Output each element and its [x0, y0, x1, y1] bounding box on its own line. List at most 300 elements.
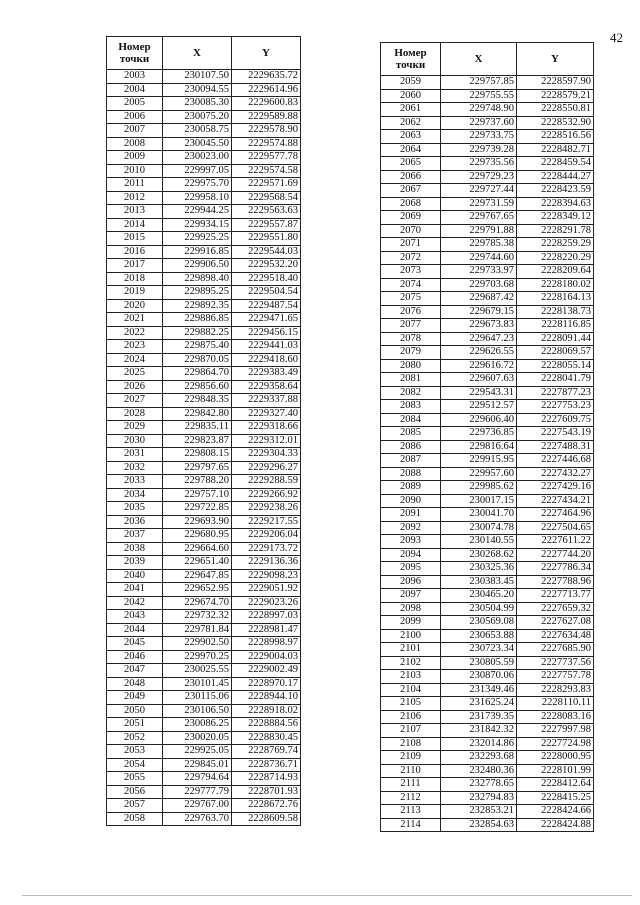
table-row — [381, 170, 594, 184]
y-coordinate-cell: 2227627.08 — [517, 616, 594, 630]
point-number-cell: 2092 — [381, 521, 441, 535]
point-number-cell: 2003 — [107, 70, 163, 84]
y-coordinate-cell: 2229337.88 — [232, 394, 301, 408]
point-number-cell: 2080 — [381, 359, 441, 373]
point-number-cell: 2048 — [107, 677, 163, 691]
table-row — [381, 481, 594, 495]
y-coordinate-cell: 2227634.48 — [517, 629, 594, 643]
point-number-cell: 2032 — [107, 461, 163, 475]
x-coordinate-cell: 229915.95 — [441, 454, 517, 468]
y-coordinate-cell: 2229383.49 — [232, 367, 301, 381]
y-coordinate-cell: 2228532.90 — [517, 116, 594, 130]
y-coordinate-cell: 2228138.73 — [517, 305, 594, 319]
y-coordinate-cell: 2229318.66 — [232, 421, 301, 435]
x-coordinate-cell: 229733.97 — [441, 265, 517, 279]
table-row — [107, 272, 301, 286]
table-row — [107, 637, 301, 651]
table-row — [381, 103, 594, 117]
table-row — [381, 454, 594, 468]
x-coordinate-cell: 229906.50 — [163, 259, 232, 273]
y-coordinate-cell: 2228220.29 — [517, 251, 594, 265]
table-row — [107, 205, 301, 219]
x-coordinate-cell: 230058.75 — [163, 124, 232, 138]
x-coordinate-cell: 229781.84 — [163, 623, 232, 637]
table-row — [381, 116, 594, 130]
x-coordinate-cell: 230020.05 — [163, 731, 232, 745]
y-coordinate-cell: 2228609.58 — [232, 812, 301, 826]
y-coordinate-cell: 2228110.11 — [517, 697, 594, 711]
y-coordinate-cell: 2227877.23 — [517, 386, 594, 400]
x-coordinate-cell: 229733.75 — [441, 130, 517, 144]
y-coordinate-cell: 2228918.02 — [232, 704, 301, 718]
page-bottom-rule — [22, 895, 632, 896]
table-row — [381, 764, 594, 778]
x-coordinate-cell: 229732.32 — [163, 610, 232, 624]
point-number-cell: 2011 — [107, 178, 163, 192]
point-number-cell: 2103 — [381, 670, 441, 684]
y-coordinate-cell: 2228415.25 — [517, 791, 594, 805]
x-coordinate-cell: 229925.25 — [163, 232, 232, 246]
table-row — [381, 778, 594, 792]
point-number-cell: 2007 — [107, 124, 163, 138]
x-coordinate-cell: 229902.50 — [163, 637, 232, 651]
table-row — [107, 259, 301, 273]
x-coordinate-cell: 230075.20 — [163, 110, 232, 124]
x-coordinate-cell: 229664.60 — [163, 542, 232, 556]
x-coordinate-cell: 229791.88 — [441, 224, 517, 238]
table-row — [107, 691, 301, 705]
x-coordinate-cell: 229848.35 — [163, 394, 232, 408]
y-coordinate-cell: 2227429.16 — [517, 481, 594, 495]
x-coordinate-cell: 230107.50 — [163, 70, 232, 84]
y-coordinate-cell: 2228101.99 — [517, 764, 594, 778]
table-row — [107, 583, 301, 597]
y-coordinate-cell: 2228180.02 — [517, 278, 594, 292]
point-number-cell: 2025 — [107, 367, 163, 381]
x-coordinate-cell: 229652.95 — [163, 583, 232, 597]
point-number-cell: 2075 — [381, 292, 441, 306]
x-coordinate-cell: 230101.45 — [163, 677, 232, 691]
table-row — [381, 440, 594, 454]
table-row — [107, 421, 301, 435]
y-coordinate-cell: 2228830.45 — [232, 731, 301, 745]
y-coordinate-cell: 2229504.54 — [232, 286, 301, 300]
point-number-cell: 2051 — [107, 718, 163, 732]
table-row — [381, 710, 594, 724]
x-coordinate-cell: 229727.44 — [441, 184, 517, 198]
point-number-cell: 2063 — [381, 130, 441, 144]
x-coordinate-cell: 231739.35 — [441, 710, 517, 724]
table-row — [107, 758, 301, 772]
y-coordinate-cell: 2229051.92 — [232, 583, 301, 597]
x-coordinate-cell: 230074.78 — [441, 521, 517, 535]
x-coordinate-cell: 229722.85 — [163, 502, 232, 516]
table-row — [381, 373, 594, 387]
x-coordinate-cell: 229736.85 — [441, 427, 517, 441]
y-coordinate-cell: 2227713.77 — [517, 589, 594, 603]
point-number-cell: 2008 — [107, 137, 163, 151]
y-coordinate-cell: 2229635.72 — [232, 70, 301, 84]
y-coordinate-cell: 2228597.90 — [517, 76, 594, 90]
x-coordinate-cell: 229975.70 — [163, 178, 232, 192]
x-coordinate-cell: 229875.40 — [163, 340, 232, 354]
point-number-cell: 2078 — [381, 332, 441, 346]
y-coordinate-cell: 2227737.56 — [517, 656, 594, 670]
point-number-cell: 2035 — [107, 502, 163, 516]
table-row — [381, 386, 594, 400]
y-coordinate-cell: 2229589.88 — [232, 110, 301, 124]
point-number-cell: 2049 — [107, 691, 163, 705]
x-coordinate-cell: 229892.35 — [163, 299, 232, 313]
y-coordinate-cell: 2229206.04 — [232, 529, 301, 543]
table-row — [107, 677, 301, 691]
y-coordinate-cell: 2228769.74 — [232, 745, 301, 759]
y-coordinate-cell: 2228423.59 — [517, 184, 594, 198]
table-row — [381, 292, 594, 306]
table-row — [107, 434, 301, 448]
point-number-cell: 2089 — [381, 481, 441, 495]
y-coordinate-cell: 2229518.40 — [232, 272, 301, 286]
point-number-cell: 2056 — [107, 785, 163, 799]
table-row — [107, 704, 301, 718]
y-coordinate-cell: 2228981.47 — [232, 623, 301, 637]
table-row — [107, 731, 301, 745]
y-coordinate-cell: 2229217.55 — [232, 515, 301, 529]
x-coordinate-cell: 229958.10 — [163, 191, 232, 205]
y-coordinate-cell: 2229600.83 — [232, 97, 301, 111]
table-row — [107, 313, 301, 327]
point-number-cell: 2086 — [381, 440, 441, 454]
table-row — [107, 326, 301, 340]
y-coordinate-cell: 2229532.20 — [232, 259, 301, 273]
point-number-cell: 2072 — [381, 251, 441, 265]
table-row — [381, 548, 594, 562]
y-coordinate-cell: 2229563.63 — [232, 205, 301, 219]
x-coordinate-cell: 229886.85 — [163, 313, 232, 327]
point-number-cell: 2071 — [381, 238, 441, 252]
y-coordinate-cell: 2229312.01 — [232, 434, 301, 448]
y-coordinate-cell: 2228714.93 — [232, 772, 301, 786]
point-number-cell: 2019 — [107, 286, 163, 300]
y-coordinate-cell: 2227464.96 — [517, 508, 594, 522]
point-number-cell: 2097 — [381, 589, 441, 603]
point-number-cell: 2087 — [381, 454, 441, 468]
y-coordinate-cell: 2228736.71 — [232, 758, 301, 772]
table-row — [381, 265, 594, 279]
point-number-cell: 2012 — [107, 191, 163, 205]
x-coordinate-cell: 230870.06 — [441, 670, 517, 684]
y-coordinate-cell: 2229004.03 — [232, 650, 301, 664]
point-number-cell: 2068 — [381, 197, 441, 211]
table-row — [107, 178, 301, 192]
point-number-cell: 2105 — [381, 697, 441, 711]
table-row — [107, 110, 301, 124]
table-row — [381, 656, 594, 670]
y-coordinate-cell: 2229571.69 — [232, 178, 301, 192]
y-coordinate-cell: 2229296.27 — [232, 461, 301, 475]
x-coordinate-cell: 230569.08 — [441, 616, 517, 630]
y-coordinate-cell: 2227543.19 — [517, 427, 594, 441]
y-coordinate-cell: 2228293.83 — [517, 683, 594, 697]
y-coordinate-cell: 2227446.68 — [517, 454, 594, 468]
y-coordinate-cell: 2227753.23 — [517, 400, 594, 414]
x-coordinate-cell: 229788.20 — [163, 475, 232, 489]
point-number-cell: 2055 — [107, 772, 163, 786]
y-coordinate-cell: 2227997.98 — [517, 724, 594, 738]
x-coordinate-cell: 229680.95 — [163, 529, 232, 543]
y-coordinate-cell: 2228970.17 — [232, 677, 301, 691]
table-row — [107, 83, 301, 97]
table-header-row — [381, 43, 594, 76]
x-coordinate-cell: 229797.65 — [163, 461, 232, 475]
y-coordinate-cell: 2228091.44 — [517, 332, 594, 346]
table-row — [107, 380, 301, 394]
table-row — [107, 340, 301, 354]
point-number-cell: 2004 — [107, 83, 163, 97]
table-row — [381, 670, 594, 684]
point-number-cell: 2029 — [107, 421, 163, 435]
point-number-cell: 2095 — [381, 562, 441, 576]
y-coordinate-cell: 2228459.54 — [517, 157, 594, 171]
y-coordinate-cell: 2229456.15 — [232, 326, 301, 340]
point-number-cell: 2098 — [381, 602, 441, 616]
table-row — [381, 89, 594, 103]
x-coordinate-cell: 229693.90 — [163, 515, 232, 529]
table-row — [381, 805, 594, 819]
point-number-cell: 2042 — [107, 596, 163, 610]
table-row — [107, 367, 301, 381]
x-coordinate-cell: 229679.15 — [441, 305, 517, 319]
y-coordinate-cell: 2228000.95 — [517, 751, 594, 765]
table-row — [381, 143, 594, 157]
point-number-cell: 2052 — [107, 731, 163, 745]
y-coordinate-cell: 2228349.12 — [517, 211, 594, 225]
point-number-cell: 2054 — [107, 758, 163, 772]
table-row — [107, 569, 301, 583]
table-row — [107, 745, 301, 759]
point-number-cell: 2022 — [107, 326, 163, 340]
point-number-cell: 2079 — [381, 346, 441, 360]
y-coordinate-cell: 2229487.54 — [232, 299, 301, 313]
table-row — [381, 643, 594, 657]
table-row — [107, 664, 301, 678]
table-row — [381, 535, 594, 549]
y-coordinate-cell: 2228209.64 — [517, 265, 594, 279]
table-row — [107, 529, 301, 543]
x-coordinate-cell: 229626.55 — [441, 346, 517, 360]
x-coordinate-cell: 229606.40 — [441, 413, 517, 427]
point-number-cell: 2059 — [381, 76, 441, 90]
table-row — [107, 151, 301, 165]
y-coordinate-cell: 2228394.63 — [517, 197, 594, 211]
header-y: Y — [232, 37, 301, 70]
point-number-cell: 2067 — [381, 184, 441, 198]
y-coordinate-cell: 2227609.75 — [517, 413, 594, 427]
point-number-cell: 2084 — [381, 413, 441, 427]
table-row — [381, 305, 594, 319]
point-number-cell: 2026 — [107, 380, 163, 394]
point-number-cell: 2020 — [107, 299, 163, 313]
x-coordinate-cell: 231349.46 — [441, 683, 517, 697]
table-row — [107, 515, 301, 529]
table-row — [107, 137, 301, 151]
point-number-cell: 2061 — [381, 103, 441, 117]
point-number-cell: 2016 — [107, 245, 163, 259]
x-coordinate-cell: 229748.90 — [441, 103, 517, 117]
table-row — [107, 650, 301, 664]
table-row — [107, 488, 301, 502]
point-number-cell: 2066 — [381, 170, 441, 184]
x-coordinate-cell: 229895.25 — [163, 286, 232, 300]
y-coordinate-cell: 2229098.23 — [232, 569, 301, 583]
table-row — [107, 407, 301, 421]
y-coordinate-cell: 2229173.72 — [232, 542, 301, 556]
table-row — [107, 299, 301, 313]
point-number-cell: 2060 — [381, 89, 441, 103]
table-row — [107, 772, 301, 786]
x-coordinate-cell: 230653.88 — [441, 629, 517, 643]
table-row — [381, 494, 594, 508]
header-point-number: Номер точки — [381, 43, 441, 76]
point-number-cell: 2005 — [107, 97, 163, 111]
table-row — [107, 502, 301, 516]
x-coordinate-cell: 232778.65 — [441, 778, 517, 792]
table-row — [107, 394, 301, 408]
point-number-cell: 2037 — [107, 529, 163, 543]
point-number-cell: 2039 — [107, 556, 163, 570]
y-coordinate-cell: 2227432.27 — [517, 467, 594, 481]
table-row — [107, 542, 301, 556]
y-coordinate-cell: 2229358.64 — [232, 380, 301, 394]
x-coordinate-cell: 230023.00 — [163, 151, 232, 165]
y-coordinate-cell: 2228944.10 — [232, 691, 301, 705]
y-coordinate-cell: 2229266.92 — [232, 488, 301, 502]
table-row — [107, 610, 301, 624]
x-coordinate-cell: 229543.31 — [441, 386, 517, 400]
table-row — [107, 97, 301, 111]
x-coordinate-cell: 232014.86 — [441, 737, 517, 751]
y-coordinate-cell: 2229002.49 — [232, 664, 301, 678]
y-coordinate-cell: 2227724.98 — [517, 737, 594, 751]
table-row — [381, 724, 594, 738]
x-coordinate-cell: 229856.60 — [163, 380, 232, 394]
x-coordinate-cell: 229763.70 — [163, 812, 232, 826]
point-number-cell: 2108 — [381, 737, 441, 751]
y-coordinate-cell: 2229136.36 — [232, 556, 301, 570]
y-coordinate-cell: 2228424.66 — [517, 805, 594, 819]
x-coordinate-cell: 230106.50 — [163, 704, 232, 718]
x-coordinate-cell: 230025.55 — [163, 664, 232, 678]
x-coordinate-cell: 230140.55 — [441, 535, 517, 549]
y-coordinate-cell: 2229441.03 — [232, 340, 301, 354]
point-number-cell: 2064 — [381, 143, 441, 157]
header-point-number: Номер точки — [107, 37, 163, 70]
y-coordinate-cell: 2229574.58 — [232, 164, 301, 178]
y-coordinate-cell: 2227488.31 — [517, 440, 594, 454]
x-coordinate-cell: 230504.99 — [441, 602, 517, 616]
table-row — [107, 475, 301, 489]
x-coordinate-cell: 229916.85 — [163, 245, 232, 259]
table-row — [381, 400, 594, 414]
x-coordinate-cell: 229934.15 — [163, 218, 232, 232]
table-row — [107, 812, 301, 826]
y-coordinate-cell: 2228579.21 — [517, 89, 594, 103]
x-coordinate-cell: 229674.70 — [163, 596, 232, 610]
y-coordinate-cell: 2229544.03 — [232, 245, 301, 259]
y-coordinate-cell: 2228041.79 — [517, 373, 594, 387]
point-number-cell: 2069 — [381, 211, 441, 225]
table-row — [381, 413, 594, 427]
table-row — [381, 737, 594, 751]
point-number-cell: 2057 — [107, 799, 163, 813]
y-coordinate-cell: 2228482.71 — [517, 143, 594, 157]
x-coordinate-cell: 229739.28 — [441, 143, 517, 157]
point-number-cell: 2036 — [107, 515, 163, 529]
y-coordinate-cell: 2229238.26 — [232, 502, 301, 516]
table-row — [107, 124, 301, 138]
x-coordinate-cell: 232293.68 — [441, 751, 517, 765]
table-row — [381, 251, 594, 265]
x-coordinate-cell: 230085.30 — [163, 97, 232, 111]
x-coordinate-cell: 230325.36 — [441, 562, 517, 576]
table-row — [107, 785, 301, 799]
point-number-cell: 2090 — [381, 494, 441, 508]
header-x: X — [441, 43, 517, 76]
y-coordinate-cell: 2228998.97 — [232, 637, 301, 651]
point-number-cell: 2093 — [381, 535, 441, 549]
x-coordinate-cell: 229842.80 — [163, 407, 232, 421]
point-number-cell: 2104 — [381, 683, 441, 697]
x-coordinate-cell: 229882.25 — [163, 326, 232, 340]
x-coordinate-cell: 230045.50 — [163, 137, 232, 151]
table-row — [381, 616, 594, 630]
table-row — [107, 623, 301, 637]
point-number-cell: 2110 — [381, 764, 441, 778]
x-coordinate-cell: 229794.64 — [163, 772, 232, 786]
x-coordinate-cell: 230041.70 — [441, 508, 517, 522]
table-row — [107, 556, 301, 570]
point-number-cell: 2009 — [107, 151, 163, 165]
table-header-row — [107, 37, 301, 70]
table-row — [381, 359, 594, 373]
x-coordinate-cell: 229985.62 — [441, 481, 517, 495]
point-number-cell: 2085 — [381, 427, 441, 441]
y-coordinate-cell: 2229327.40 — [232, 407, 301, 421]
point-number-cell: 2018 — [107, 272, 163, 286]
y-coordinate-cell: 2229557.87 — [232, 218, 301, 232]
point-number-cell: 2081 — [381, 373, 441, 387]
table-row — [381, 157, 594, 171]
y-coordinate-cell: 2229568.54 — [232, 191, 301, 205]
y-coordinate-cell: 2228444.27 — [517, 170, 594, 184]
table-row — [107, 164, 301, 178]
x-coordinate-cell: 230383.45 — [441, 575, 517, 589]
table-row — [381, 521, 594, 535]
y-coordinate-cell: 2227685.90 — [517, 643, 594, 657]
point-number-cell: 2100 — [381, 629, 441, 643]
point-number-cell: 2030 — [107, 434, 163, 448]
x-coordinate-cell: 229835.11 — [163, 421, 232, 435]
x-coordinate-cell: 229785.38 — [441, 238, 517, 252]
point-number-cell: 2010 — [107, 164, 163, 178]
x-coordinate-cell: 229744.60 — [441, 251, 517, 265]
x-coordinate-cell: 230268.62 — [441, 548, 517, 562]
point-number-cell: 2033 — [107, 475, 163, 489]
table-row — [381, 467, 594, 481]
point-number-cell: 2006 — [107, 110, 163, 124]
point-number-cell: 2041 — [107, 583, 163, 597]
point-number-cell: 2028 — [107, 407, 163, 421]
